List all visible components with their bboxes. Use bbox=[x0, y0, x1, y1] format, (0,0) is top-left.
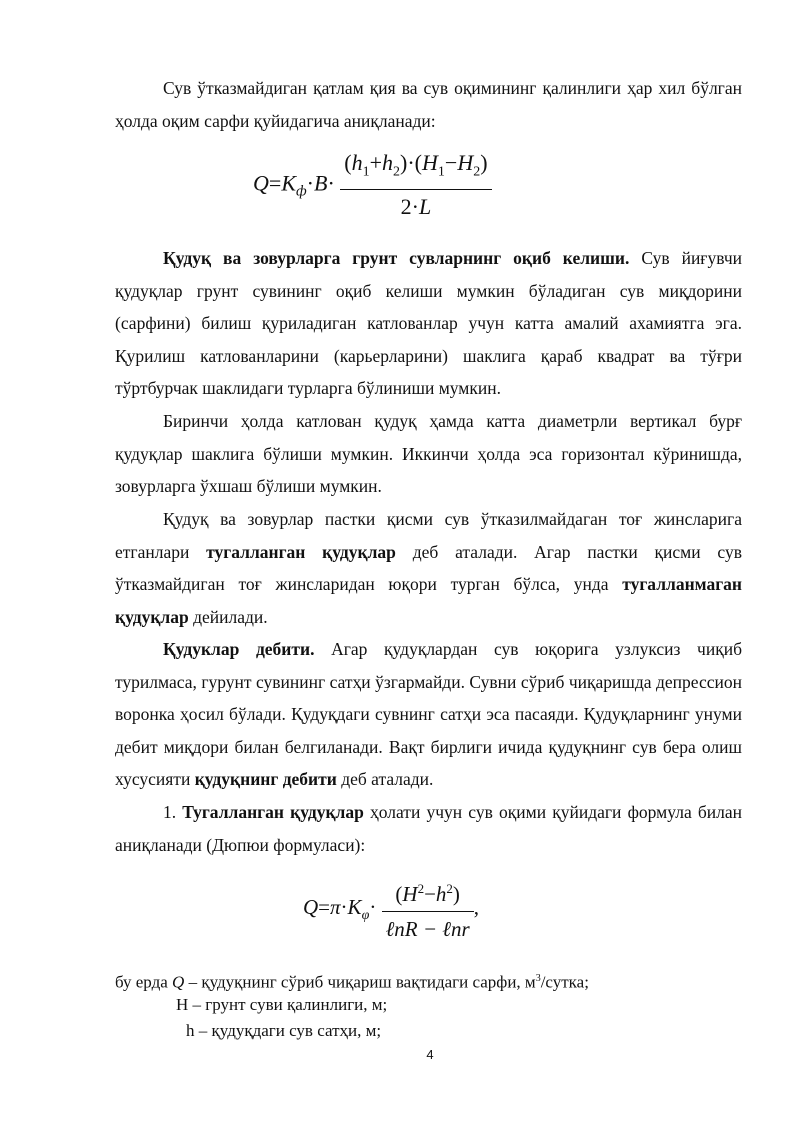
legend-q-sup: 3 bbox=[535, 973, 541, 984]
item1-number: 1. bbox=[163, 802, 177, 822]
term-complete-wells-2: Тугалланган қудуқлар bbox=[182, 802, 364, 822]
legend-q-desc: – қудуқнинг сўриб чиқариш вақтидаги сарфи, м bbox=[184, 972, 536, 992]
item1-paragraph bbox=[115, 796, 742, 861]
legend-line-H bbox=[176, 992, 387, 1018]
section-flow-heading: Қудуқ ва зовурларга грунт сувларнинг оқиб келиши. bbox=[163, 248, 630, 268]
formula1-b: B bbox=[313, 170, 328, 196]
term-well-debit: қудуқнинг дебити bbox=[194, 769, 337, 790]
formula1-dot1: · bbox=[306, 170, 314, 196]
complete-text-1: Қудуқ ва зовурлар пастки қисми сув ўтказилмайдаган тоғ жинсларига етганлари bbox=[115, 509, 742, 562]
formula1-numerator: $(h_1+h_2)\cdot(H_1-H_2)$ bbox=[340, 146, 491, 190]
intro-paragraph bbox=[115, 72, 742, 137]
first-case-text: Биринчи ҳолда катлован қудуқ ҳамда катта диаметрли вертикал бурғ қудуқлар шаклига бўлиши мумкин. Иккинчи ҳолда эса горизонтал кўринишда, зовурларга ўхшаш бўлиши мумкин. bbox=[115, 411, 742, 497]
formula2-dot1: · bbox=[340, 894, 348, 919]
section-flow-text: Сув йиғувчи қудуқлар грунт сувининг оқиб келиши мумкин бўладиган сув миқдорини (сарфини) билиш қуриладиган катлованлар учун катта амалий ахамиятга эга. Қурилиш катлованларини (карьерларини) шаклига қараб квадрат ва тўғри тўртбурчак шаклидаги турларга бўлиниши мумкин. bbox=[115, 248, 742, 399]
debit-text-1: Агар қудуқлардан сув юқорига узлуксиз чиқиб турилмаса, гурунт сувининг сатҳи ўзгармайди. Сувни сўриб чиқаришда депрессион воронка ҳосил бўлади. Қудуқдаги сувнинг сатҳи эса пасаяди. Қудуқларнинг унуми дебит миқдори билан белгиланади. Вақт бирлиги ичида қудуқнинг сув бера олиш хусусияти bbox=[115, 639, 742, 790]
formula1-q: Q bbox=[253, 170, 269, 196]
complete-text-2: деб аталади. Агар пастки қисми сув ўтказмайдиган тоғ жинсларидан юқори турган бўлса, унда bbox=[115, 541, 742, 595]
legend-h-text: h – қудуқдаги сув сатҳи, м; bbox=[186, 1021, 382, 1040]
formula1-dot2: · bbox=[327, 170, 335, 196]
formula-dupuit bbox=[303, 872, 479, 946]
first-case-paragraph bbox=[115, 405, 742, 503]
section-flow-paragraph bbox=[115, 242, 742, 405]
legend-q-unit: /сутка; bbox=[540, 972, 589, 992]
formula2-q: Q bbox=[303, 894, 319, 919]
formula1-k: K bbox=[281, 170, 296, 196]
term-complete-wells: тугалланган қудуқлар bbox=[206, 541, 396, 562]
legend-line-h bbox=[186, 1018, 381, 1044]
formula2-comma: , bbox=[473, 894, 479, 919]
formula1-k-sub: ф bbox=[296, 183, 307, 200]
page-number: 4 bbox=[426, 1047, 434, 1062]
formula2-dot2: · bbox=[369, 894, 377, 919]
formula2-eq: = bbox=[318, 894, 331, 919]
formula1-denominator: 2·L bbox=[400, 194, 432, 220]
formula2-k-sub: φ bbox=[361, 908, 370, 923]
formula2-numerator: $(H^2-h^2)$ bbox=[382, 872, 474, 912]
formula2-k: K bbox=[347, 894, 362, 919]
complete-wells-paragraph bbox=[115, 503, 742, 633]
term-incomplete-wells: тугалланмаган қудуқлар bbox=[115, 574, 742, 627]
complete-text-3: дейилади. bbox=[188, 606, 268, 627]
item1-text: ҳолати учун сув оқими қуйидаги формула билан аниқланади (Дюпюи формуласи): bbox=[115, 802, 742, 855]
formula1-eq: = bbox=[268, 170, 282, 196]
debit-text-2: деб аталади. bbox=[336, 769, 434, 790]
formula2-denominator: ℓnR − ℓnr bbox=[385, 917, 470, 941]
legend-prefix: бу ерда bbox=[115, 972, 173, 992]
formula-flow-rate bbox=[253, 146, 492, 224]
formula2-fraction bbox=[382, 872, 474, 946]
formula1-fraction bbox=[340, 146, 491, 224]
intro-text: Сув ўтказмайдиган қатлам қия ва сув оқимининг қалинлиги ҳар хил бўлган ҳолда оқим сарфи қуйидагича аниқланади: bbox=[115, 78, 742, 131]
formula2-pi: π bbox=[330, 894, 341, 919]
legend-q-symbol: Q bbox=[172, 972, 185, 992]
legend-H-text: H – грунт суви қалинлиги, м; bbox=[176, 995, 388, 1014]
debit-heading: Қудуклар дебити. bbox=[163, 639, 315, 659]
debit-paragraph bbox=[115, 633, 742, 796]
